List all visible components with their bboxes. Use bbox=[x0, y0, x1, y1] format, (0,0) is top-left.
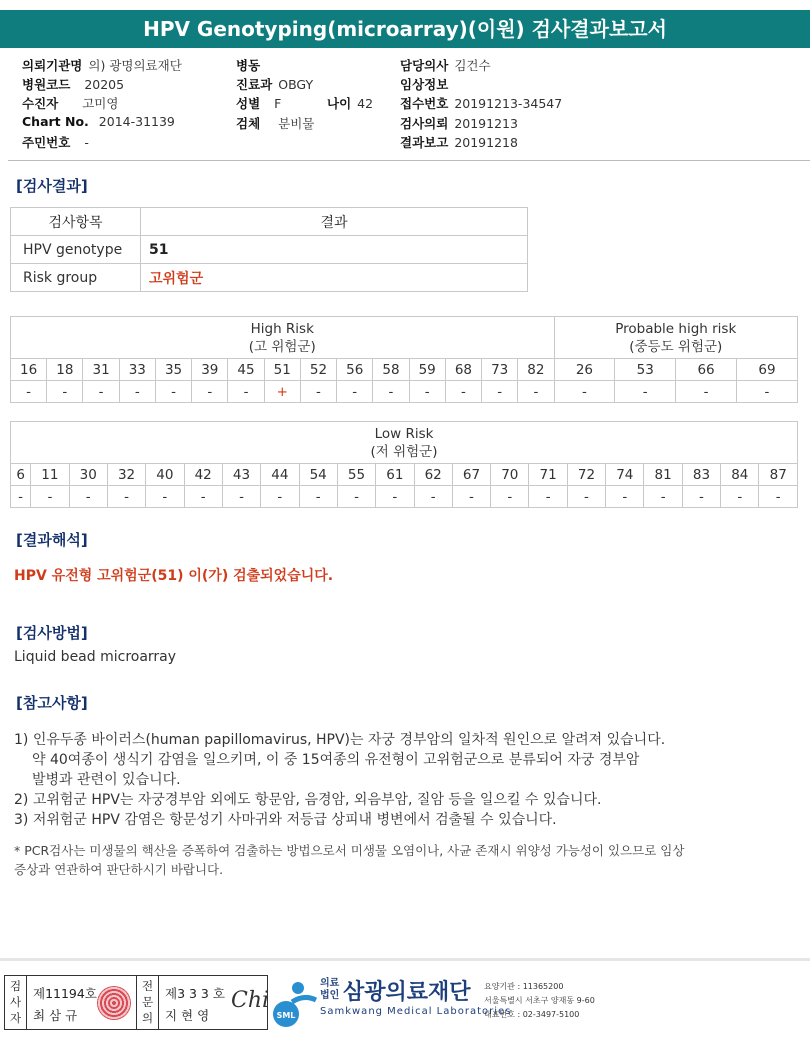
patient-info bbox=[22, 56, 802, 156]
result-header-item: 검사항목 bbox=[11, 208, 141, 236]
genotype-type-cell: 70 bbox=[491, 464, 529, 486]
genotype-result-cell: - bbox=[155, 381, 191, 403]
genotype-type-cell: 35 bbox=[155, 359, 191, 381]
reported-label: 결과보고 bbox=[400, 135, 449, 150]
genotype-type-cell: 68 bbox=[445, 359, 481, 381]
low-risk-results-row bbox=[11, 486, 798, 508]
specialist-number: 제3 3 3 호 bbox=[165, 986, 225, 1001]
table-row bbox=[11, 236, 528, 264]
hospital-code-label: 병원코드 bbox=[22, 77, 71, 92]
patient-label: 수진자 bbox=[22, 96, 59, 111]
genotype-type-cell: 62 bbox=[414, 464, 452, 486]
interpretation-text: HPV 유전형 고위험군(51) 이(가) 검출되었습니다. bbox=[14, 568, 334, 584]
specialist-signature: Chi bbox=[231, 988, 270, 1013]
genotype-type-cell: 55 bbox=[337, 464, 375, 486]
genotype-type-cell: 72 bbox=[567, 464, 605, 486]
footer-divider bbox=[0, 958, 810, 961]
high-risk-results-row bbox=[11, 381, 798, 403]
genotype-type-cell: 81 bbox=[644, 464, 682, 486]
ward-field bbox=[236, 56, 266, 74]
org-english-name: Samkwang Medical Laboratories bbox=[320, 1006, 512, 1017]
org-address: 서울특별시 서초구 양재동 9-60 bbox=[484, 996, 595, 1005]
genotype-type-cell: 67 bbox=[452, 464, 490, 486]
high-risk-header-row bbox=[11, 317, 798, 359]
signature-box bbox=[4, 975, 268, 1030]
genotype-result-cell: - bbox=[518, 381, 554, 403]
reported-date: 20191218 bbox=[454, 135, 518, 150]
reference-1-line3: 발병과 관련이 있습니다. bbox=[32, 772, 181, 788]
org-phone: 대표번호 : 02-3497-5100 bbox=[484, 1010, 580, 1019]
low-risk-table bbox=[10, 421, 798, 508]
examiner-name: 최 삼 규 bbox=[33, 1008, 78, 1023]
high-risk-subtitle: (고 위험군) bbox=[248, 338, 316, 355]
genotype-type-cell: 59 bbox=[409, 359, 445, 381]
genotype-result-cell: - bbox=[721, 486, 759, 508]
chart-number: 2014-31139 bbox=[98, 114, 175, 129]
doctor-label: 담당의사 bbox=[400, 58, 449, 73]
genotype-result-cell: - bbox=[69, 486, 107, 508]
age-label: 나이 bbox=[327, 96, 352, 111]
genotype-result-cell: - bbox=[482, 381, 518, 403]
genotype-type-cell: 6 bbox=[11, 464, 31, 486]
receipt-label: 접수번호 bbox=[400, 96, 449, 111]
dept-field bbox=[236, 75, 313, 93]
genotype-result-cell: - bbox=[31, 486, 69, 508]
references-list bbox=[14, 730, 784, 830]
genotype-type-cell: 52 bbox=[300, 359, 336, 381]
institution-field bbox=[22, 56, 182, 74]
header-divider bbox=[8, 160, 810, 161]
report-title: HPV Genotyping(microarray)(이원) 검사결과보고서 bbox=[0, 10, 810, 48]
genotype-result-cell: - bbox=[759, 486, 798, 508]
genotype-result-cell: - bbox=[261, 486, 299, 508]
genotype-type-cell: 26 bbox=[554, 359, 615, 381]
genotype-type-cell: 18 bbox=[47, 359, 83, 381]
genotype-type-cell: 32 bbox=[107, 464, 145, 486]
high-risk-types-row bbox=[11, 359, 798, 381]
low-risk-title: Low Risk bbox=[374, 425, 434, 442]
dept-label: 진료과 bbox=[236, 77, 273, 92]
genotype-result-cell: - bbox=[682, 486, 720, 508]
genotype-result-cell: - bbox=[47, 381, 83, 403]
genotype-type-cell: 69 bbox=[736, 359, 797, 381]
risk-group-label: Risk group bbox=[11, 264, 141, 292]
genotype-type-cell: 73 bbox=[482, 359, 518, 381]
genotype-type-cell: 61 bbox=[376, 464, 414, 486]
interpretation-section-title: [결과해석] bbox=[16, 531, 88, 549]
genotype-result-cell: - bbox=[529, 486, 567, 508]
org-info bbox=[484, 980, 595, 1022]
reported-field bbox=[400, 133, 518, 151]
genotype-type-cell: 40 bbox=[146, 464, 184, 486]
genotype-result-cell: - bbox=[228, 381, 264, 403]
genotype-result-cell: - bbox=[373, 381, 409, 403]
genotype-type-cell: 31 bbox=[83, 359, 119, 381]
requested-field bbox=[400, 114, 518, 132]
low-risk-header bbox=[11, 422, 798, 464]
genotype-type-cell: 42 bbox=[184, 464, 222, 486]
genotype-result-cell: - bbox=[107, 486, 145, 508]
table-row bbox=[11, 264, 528, 292]
genotype-value: 51 bbox=[141, 236, 528, 264]
genotype-result-cell: - bbox=[736, 381, 797, 403]
genotype-type-cell: 87 bbox=[759, 464, 798, 486]
method-text: Liquid bead microarray bbox=[14, 649, 177, 665]
genotype-type-cell: 30 bbox=[69, 464, 107, 486]
high-risk-title: High Risk bbox=[250, 320, 314, 337]
examiner-label: 검사자 bbox=[5, 976, 27, 1029]
low-risk-header-row bbox=[11, 422, 798, 464]
high-risk-header bbox=[11, 317, 555, 359]
genotype-type-cell: 56 bbox=[337, 359, 373, 381]
low-risk-subtitle: (저 위험군) bbox=[370, 443, 438, 460]
genotype-result-cell: + bbox=[264, 381, 300, 403]
pcr-note bbox=[14, 841, 784, 879]
receipt-number: 20191213-34547 bbox=[454, 96, 563, 111]
genotype-type-cell: 43 bbox=[222, 464, 260, 486]
genotype-result-cell: - bbox=[676, 381, 737, 403]
org-name: 삼광의료재단 bbox=[343, 980, 471, 1005]
specimen-value: 분비물 bbox=[278, 116, 315, 131]
genotype-type-cell: 54 bbox=[299, 464, 337, 486]
receipt-field bbox=[400, 94, 562, 112]
genotype-result-cell: - bbox=[11, 486, 31, 508]
genotype-result-cell: - bbox=[445, 381, 481, 403]
pcr-note-line1: * PCR검사는 미생물의 핵산을 증폭하여 검출하는 방법으로서 미생물 오염이나, 사균 존재시 위양성 가능성이 있으므로 임상 bbox=[14, 843, 685, 858]
age-field bbox=[327, 94, 373, 112]
genotype-type-cell: 71 bbox=[529, 464, 567, 486]
results-section-title: [검사결과] bbox=[16, 177, 88, 195]
genotype-result-cell: - bbox=[615, 381, 676, 403]
genotype-result-cell: - bbox=[414, 486, 452, 508]
genotype-type-cell: 66 bbox=[676, 359, 737, 381]
specimen-field bbox=[236, 114, 314, 132]
genotype-type-cell: 84 bbox=[721, 464, 759, 486]
genotype-type-cell: 82 bbox=[518, 359, 554, 381]
specialist-name: 지 현 영 bbox=[165, 1008, 210, 1023]
genotype-result-cell: - bbox=[409, 381, 445, 403]
genotype-label: HPV genotype bbox=[11, 236, 141, 264]
examiner-seal-icon bbox=[97, 986, 131, 1020]
reference-1-line1: 1) 인유두종 바이러스(human papillomavirus, HPV)는 자궁 경부암의 일차적 원인으로 알려져 있습니다. bbox=[14, 732, 666, 748]
chart-label: Chart No. bbox=[22, 114, 89, 129]
genotype-type-cell: 74 bbox=[606, 464, 644, 486]
probable-risk-title: Probable high risk bbox=[615, 320, 737, 337]
genotype-type-cell: 51 bbox=[264, 359, 300, 381]
genotype-type-cell: 16 bbox=[11, 359, 47, 381]
requested-label: 검사의뢰 bbox=[400, 116, 449, 131]
dept-value: OBGY bbox=[278, 77, 314, 92]
genotype-result-cell: - bbox=[376, 486, 414, 508]
patient-field bbox=[22, 94, 118, 112]
resident-number: - bbox=[84, 135, 89, 150]
institution-value: 의) 광명의료재단 bbox=[88, 58, 182, 73]
high-risk-table bbox=[10, 316, 798, 403]
logo-text: SML bbox=[276, 1011, 296, 1020]
result-header-result: 결과 bbox=[141, 208, 528, 236]
genotype-result-cell: - bbox=[146, 486, 184, 508]
reference-3: 3) 저위험군 HPV 감염은 항문성기 사마귀와 저등급 상피내 병변에서 검출될 수 있습니다. bbox=[14, 812, 557, 828]
specimen-label: 검체 bbox=[236, 116, 261, 131]
institution-label: 의뢰기관명 bbox=[22, 58, 83, 73]
genotype-result-cell: - bbox=[11, 381, 47, 403]
risk-group-value: 고위험군 bbox=[141, 264, 528, 292]
genotype-result-cell: - bbox=[119, 381, 155, 403]
genotype-result-cell: - bbox=[491, 486, 529, 508]
doctor-field bbox=[400, 56, 491, 74]
genotype-result-cell: - bbox=[192, 381, 228, 403]
genotype-type-cell: 53 bbox=[615, 359, 676, 381]
sex-label: 성별 bbox=[236, 96, 261, 111]
sex-value: F bbox=[274, 96, 282, 111]
genotype-result-cell: - bbox=[606, 486, 644, 508]
genotype-result-cell: - bbox=[222, 486, 260, 508]
references-section-title: [참고사항] bbox=[16, 694, 88, 712]
resident-label: 주민번호 bbox=[22, 135, 71, 150]
genotype-result-cell: - bbox=[554, 381, 615, 403]
genotype-type-cell: 44 bbox=[261, 464, 299, 486]
genotype-type-cell: 83 bbox=[682, 464, 720, 486]
result-header-row bbox=[11, 208, 528, 236]
genotype-type-cell: 39 bbox=[192, 359, 228, 381]
examiner-number: 제11194호 bbox=[33, 986, 97, 1001]
genotype-result-cell: - bbox=[644, 486, 682, 508]
genotype-result-cell: - bbox=[184, 486, 222, 508]
method-section-title: [검사방법] bbox=[16, 624, 88, 642]
pcr-note-line2: 증상과 연관하여 판단하시기 바랍니다. bbox=[14, 862, 224, 877]
genotype-result-cell: - bbox=[452, 486, 490, 508]
clinical-label: 임상정보 bbox=[400, 77, 449, 92]
requested-date: 20191213 bbox=[454, 116, 518, 131]
org-kind: 의료법인 bbox=[320, 978, 340, 1001]
ward-label: 병동 bbox=[236, 58, 261, 73]
clinical-field bbox=[400, 75, 454, 93]
low-risk-types-row bbox=[11, 464, 798, 486]
genotype-result-cell: - bbox=[567, 486, 605, 508]
resident-field bbox=[22, 133, 89, 151]
reference-1-line2: 약 40여종이 생식기 감염을 일으키며, 이 중 15여종의 유전형이 고위험군으로 분류되어 자궁 경부암 bbox=[32, 752, 640, 768]
genotype-type-cell: 45 bbox=[228, 359, 264, 381]
genotype-result-cell: - bbox=[299, 486, 337, 508]
genotype-result-cell: - bbox=[83, 381, 119, 403]
genotype-result-cell: - bbox=[337, 486, 375, 508]
probable-risk-subtitle: (중등도 위험군) bbox=[629, 338, 723, 355]
reference-2: 2) 고위험군 HPV는 자궁경부암 외에도 항문암, 음경암, 외음부암, 질암 등을 일으킬 수 있습니다. bbox=[14, 792, 602, 808]
result-table bbox=[10, 207, 528, 292]
genotype-result-cell: - bbox=[337, 381, 373, 403]
examiner-cell bbox=[27, 976, 137, 1029]
sex-field bbox=[236, 94, 281, 112]
genotype-result-cell: - bbox=[300, 381, 336, 403]
doctor-value: 김건수 bbox=[454, 58, 491, 73]
hospital-code-field bbox=[22, 75, 124, 93]
genotype-type-cell: 58 bbox=[373, 359, 409, 381]
genotype-type-cell: 11 bbox=[31, 464, 69, 486]
org-code: 요양기관 : 11365200 bbox=[484, 982, 564, 991]
chart-field bbox=[22, 114, 175, 129]
genotype-type-cell: 33 bbox=[119, 359, 155, 381]
specialist-label: 전문의 bbox=[137, 976, 159, 1029]
hospital-code-value: 20205 bbox=[84, 77, 125, 92]
patient-name: 고미영 bbox=[82, 96, 119, 111]
probable-risk-header bbox=[554, 317, 797, 359]
age-value: 42 bbox=[357, 96, 374, 111]
